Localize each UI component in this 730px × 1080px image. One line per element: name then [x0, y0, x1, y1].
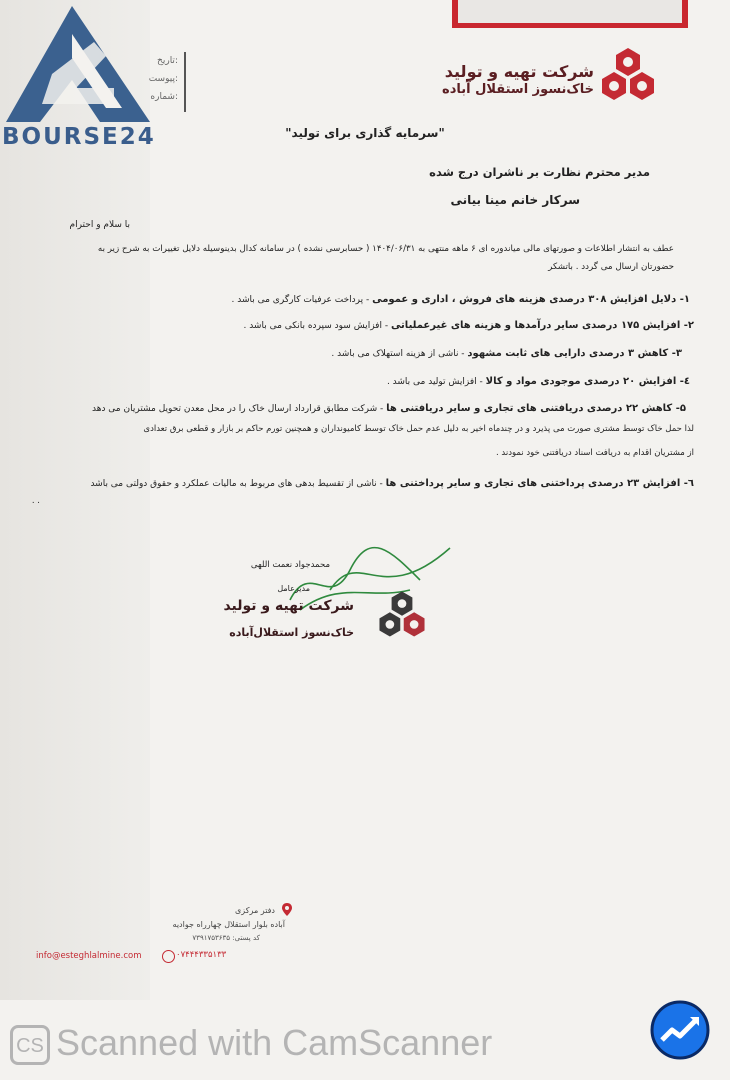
footer-address: آباده بلوار استقلال چهارراه جوادیه — [172, 920, 285, 929]
list-item: ٦- افزایش ۲۳ درصدی پرداختنی های تجاری و سایر پرداختنی ها - ناشی از تقسیط بدهی های مربوط به مالیات عملکرد و حقوق دولتی می باشد — [90, 478, 694, 489]
letter-motto: "سرمایه گذاری برای تولید" — [285, 126, 445, 140]
trend-chart-icon — [650, 1000, 710, 1060]
number-label: شماره: — [150, 92, 178, 102]
intro-line-1: عطف به انتشار اطلاعات و صورتهای مالی میاندوره ای ۶ ماهه منتهی به ۱۴۰۴/۰۶/۳۱ ( حسابرسی نشده ) در سامانه کدال بدینوسیله دلایل تغییرات به شرح زیر به — [97, 244, 674, 254]
company-subname: خاک‌نسوز استقلال آباده — [442, 82, 594, 97]
footer-postal-code: کد پستی: ۷۳۹۱۷۵۳۶۳۵ — [192, 934, 260, 942]
camscanner-watermark — [10, 1022, 492, 1065]
date-label: تاریخ: — [157, 56, 178, 66]
camscanner-text: Scanned with CamScanner — [56, 1022, 493, 1063]
list-item: ۳- کاهش ۳ درصدی دارایی های ثابت مشهود - ناشی از هزینه استهلاک می باشد . — [331, 348, 682, 359]
footer-phone: ۰۷۴۴۴۳۳۵۱۳۳ — [176, 950, 227, 960]
stamp-company-subname: خاک‌نسوز استقلال‌آباده — [229, 626, 354, 639]
recipient-title: مدیر محترم نظارت بر ناشران درج شده — [429, 165, 650, 179]
list-item: ۲- افزایش ۱۷۵ درصدی سایر درآمدها و هزینه های غیرعملیاتی - افزایش سود سپرده بانکی می باشد . — [243, 320, 694, 331]
recipient-name: سرکار خانم مینا بیانی — [450, 193, 580, 207]
item-5-continuation: لذا حمل خاک توسط مشتری صورت می پذیرد و در چندماه اخیر به دلیل عدم حمل خاک توسط کامیونداران و همچنین تورم حاکم بر بازار و قطعی برق تعدادی — [143, 424, 694, 434]
letter-meta — [130, 52, 186, 112]
list-item: ٤- افزایش ۲۰ درصدی موجودی مواد و کالا - افزایش تولید می باشد . — [386, 376, 690, 387]
location-pin-icon — [282, 903, 292, 916]
item-5-continuation-2: از مشتریان اقدام به دریافت اسناد دریافتنی خود نمودند . — [495, 448, 694, 458]
phone-icon — [162, 950, 175, 963]
company-logo-icon — [598, 44, 658, 104]
footer-hq-label: دفتر مرکزی — [235, 906, 275, 915]
stamp-company-name: شرکت تهیه و تولید — [223, 598, 354, 614]
bourse24-wordmark: BOURSE24 — [2, 124, 156, 150]
company-name: شرکت تهیه و تولید — [444, 62, 594, 81]
greeting: با سلام و احترام — [69, 220, 130, 230]
list-item: ۵- کاهش ۲۲ درصدی دریافتنی های تجاری و سایر دریافتنی ها - شرکت مطابق قرارداد ارسال خاک را در محل معدن تحویل مشتریان می دهد — [91, 403, 686, 414]
list-item: ۱- دلایل افزایش ۳۰۸ درصدی هزینه های فروش ، اداری و عمومی - پرداخت عرفیات کارگری می باشد . — [231, 294, 690, 305]
signatory-title: مدیرعامل — [277, 584, 310, 593]
item-6-tail: . . — [31, 496, 40, 506]
camscanner-badge: CS — [10, 1025, 50, 1065]
intro-line-2: حضورتان ارسال می گردد . باتشکر — [548, 262, 674, 272]
signatory-name: محمدجواد نعمت اللهی — [250, 560, 330, 570]
stamp-logo-icon — [376, 588, 428, 640]
letterhead-tab — [452, 0, 688, 28]
footer-email: info@esteghlalmine.com — [36, 951, 142, 961]
attachment-label: پیوست: — [148, 74, 178, 84]
